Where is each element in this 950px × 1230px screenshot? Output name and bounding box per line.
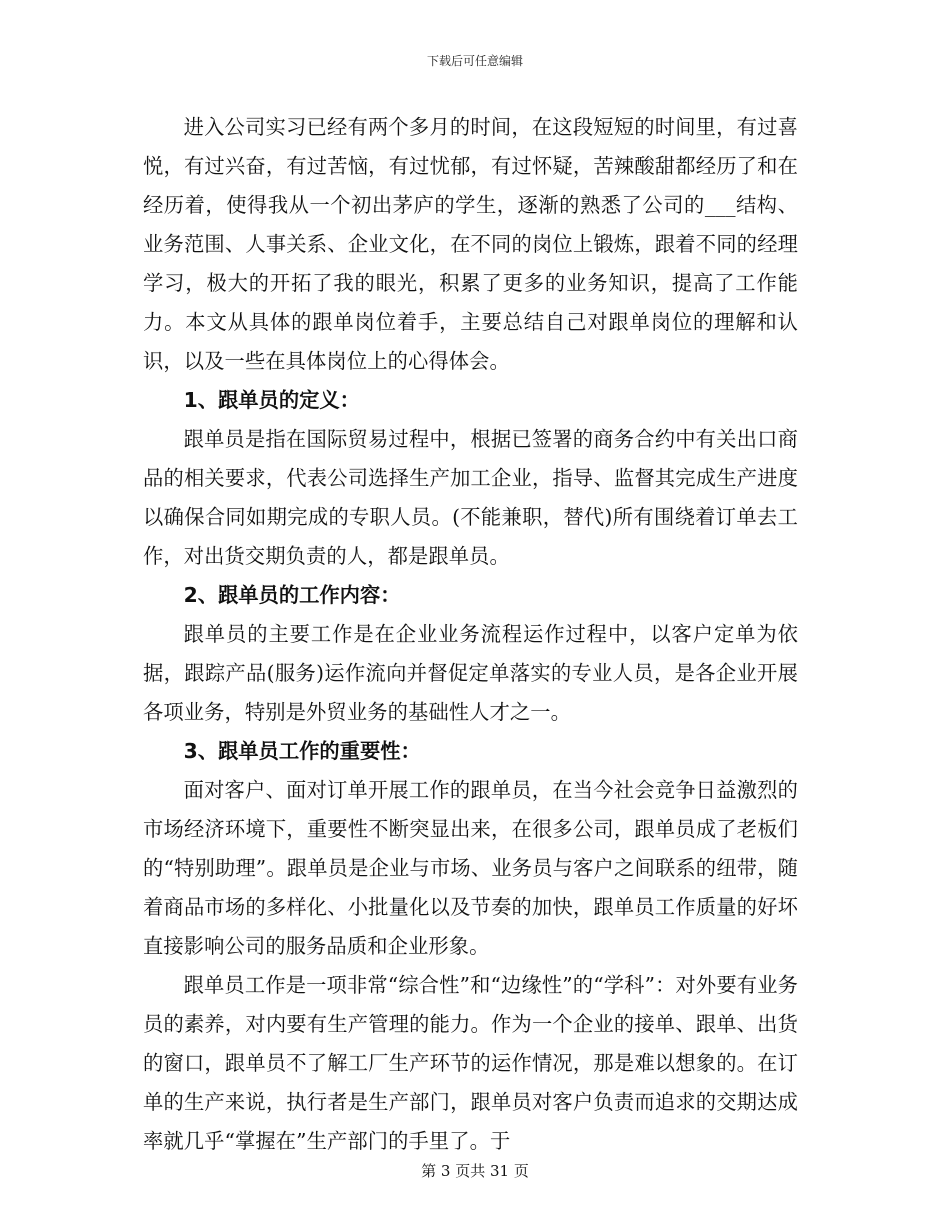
section-2-paragraph: 跟单员的主要工作是在企业业务流程运作过程中，以客户定单为依据，跟踪产品(服务)运作流向并督促定单落实的专业人员，是各企业开展各项业务，特别是外贸业务的基础性人才之一。 <box>143 622 798 724</box>
section-3-paragraph-2: 跟单员工作是一项非常“综合性”和“边缘性”的“学科”：对外要有业务员的素养，对内要有生产管理的能力。作为一个企业的接单、跟单、出货的窗口，跟单员不了解工厂生产环节的运作情况，那是难以想象的。在订单的生产来说，执行者是生产部门，跟单员对客户负责而追求的交期达成率就几乎“掌握在”生产部门的手里了。于 <box>143 973 798 1153</box>
document-body <box>143 108 798 1161</box>
section-2-heading: 2、跟单员的工作内容： <box>183 583 401 607</box>
section-3-paragraph-1: 面对客户、面对订单开展工作的跟单员，在当今社会竞争日益激烈的市场经济环境下，重要性不断突显出来，在很多公司，跟单员成了老板们的“特别助理”。跟单员是企业与市场、业务员与客户之间联系的纽带，随着商品市场的多样化、小批量化以及节奏的加快，跟单员工作质量的好坏直接影响公司的服务品质和企业形象。 <box>143 778 798 958</box>
page-header: 下载后可任意编辑 <box>426 54 523 68</box>
page-footer: 第 3 页共 31 页 <box>421 1162 529 1180</box>
section-1-paragraph: 跟单员是指在国际贸易过程中，根据已签署的商务合约中有关出口商品的相关要求，代表公司选择生产加工企业，指导、监督其完成生产进度以确保合同如期完成的专职人员。(不能兼职，替代)所有围绕着订单去工作，对出货交期负责的人，都是跟单员。 <box>143 427 798 568</box>
section-3-heading: 3、跟单员工作的重要性： <box>183 739 421 763</box>
intro-paragraph: 进入公司实习已经有两个多月的时间，在这段短短的时间里，有过喜悦，有过兴奋，有过苦恼，有过忧郁，有过怀疑，苦辣酸甜都经历了和在经历着，使得我从一个初出茅庐的学生，逐渐的熟悉了公司的___结构、业务范围、人事关系、企业文化，在不同的岗位上锻炼，跟着不同的经理学习，极大的开拓了我的眼光，积累了更多的业务知识，提高了工作能力。本文从具体的跟单岗位着手，主要总结自己对跟单岗位的理解和认识，以及一些在具体岗位上的心得体会。 <box>143 115 798 373</box>
section-1-heading: 1、跟单员的定义： <box>183 388 360 412</box>
